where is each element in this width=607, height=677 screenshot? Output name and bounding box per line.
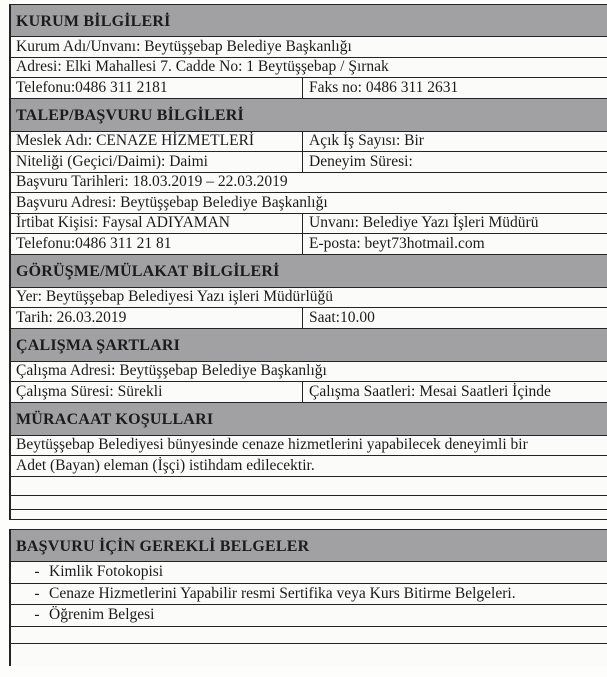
table-row	[9, 288, 607, 309]
table-row	[9, 58, 607, 79]
table-row	[9, 456, 607, 477]
row-cell-right: E-posta: beyt73hotmail.com	[309, 234, 485, 252]
empty-row	[9, 627, 607, 644]
bullet-text: Cenaze Hizmetlerini Yapabilir resmi Sertifika veya Kurs Bitirme Belgeleri.	[49, 584, 516, 602]
row-cell-right: Çalışma Saatleri: Mesai Saatleri İçinde	[309, 382, 551, 400]
row-cell-right: Deneyim Süresi:	[309, 152, 413, 170]
row-text: Başvuru Tarihleri: 18.03.2019 – 22.03.2019	[16, 173, 288, 191]
row-text: Yer: Beytüşşebap Belediyesi Yazı işleri Müdürlüğü	[16, 288, 334, 306]
table-row	[9, 132, 607, 153]
table-gap	[9, 520, 607, 530]
table-row	[9, 562, 607, 584]
section-header: GÖRÜŞME/MÜLAKAT BİLGİLERİ	[9, 255, 607, 288]
table-row	[9, 382, 607, 403]
table-row	[9, 173, 607, 194]
row-text: Adresi: Elki Mahallesi 7. Cadde No: 1 Beytüşşebap / Şırnak	[16, 58, 389, 76]
row-text: Kurum Adı/Unvanı: Beytüşşebap Belediye Başkanlığı	[16, 37, 352, 55]
section-header: TALEP/BAŞVURU BİLGİLERİ	[9, 99, 607, 132]
row-text: Başvuru Adresi: Beytüşşebap Belediye Başkanlığı	[16, 193, 328, 211]
table-row	[9, 584, 607, 606]
row-text: Adet (Bayan) eleman (İşçi) istihdam edilecektir.	[16, 456, 315, 474]
empty-row	[9, 644, 607, 666]
row-cell-right: Açık İş Sayısı: Bir	[309, 132, 424, 150]
row-cell-left: Telefonu:0486 311 2181	[11, 78, 303, 98]
table-row	[9, 152, 607, 173]
row-cell-right: Unvanı: Belediye Yazı İşleri Müdürü	[309, 214, 539, 232]
table-row	[9, 37, 607, 58]
empty-row	[9, 477, 607, 497]
row-cell-right: Faks no: 0486 311 2631	[309, 78, 459, 96]
row-cell-left: Telefonu:0486 311 21 81	[11, 234, 303, 254]
table-row	[9, 193, 607, 214]
table-row	[9, 308, 607, 329]
row-cell-left: Niteliği (Geçici/Daimi): Daimi	[11, 152, 303, 172]
section-header: KURUM BİLGİLERİ	[9, 4, 607, 37]
section-header: MÜRACAAT KOŞULLARI	[9, 403, 607, 436]
scanned-document-table	[9, 4, 607, 666]
table-row	[9, 78, 607, 99]
section-header: BAŞVURU İÇİN GEREKLİ BELGELER	[9, 529, 607, 562]
empty-row	[9, 510, 607, 520]
bullet-marker: -	[34, 563, 40, 581]
row-cell-left: İrtibat Kişisi: Faysal ADIYAMAN	[11, 214, 303, 234]
bullet-marker: -	[34, 584, 40, 602]
row-cell-left: Çalışma Süresi: Sürekli	[11, 382, 303, 402]
empty-row	[9, 496, 607, 510]
row-cell-right: Saat:10.00	[309, 308, 375, 326]
section-header: ÇALIŞMA ŞARTLARI	[9, 329, 607, 362]
table-row	[9, 436, 607, 457]
row-cell-left: Tarih: 26.03.2019	[11, 308, 303, 328]
row-text: Beytüşşebap Belediyesi bünyesinde cenaze hizmetlerini yapabilecek deneyimli bir	[16, 436, 528, 454]
bullet-marker: -	[34, 606, 40, 624]
row-text: Çalışma Adresi: Beytüşşebap Belediye Başkanlığı	[16, 362, 327, 380]
table-row	[9, 605, 607, 627]
bullet-text: Öğrenim Belgesi	[49, 606, 155, 624]
row-cell-left: Meslek Adı: CENAZE HİZMETLERİ	[11, 132, 303, 152]
table-row	[9, 214, 607, 235]
table-row	[9, 362, 607, 383]
table-row	[9, 234, 607, 255]
bullet-text: Kimlik Fotokopisi	[49, 563, 164, 581]
